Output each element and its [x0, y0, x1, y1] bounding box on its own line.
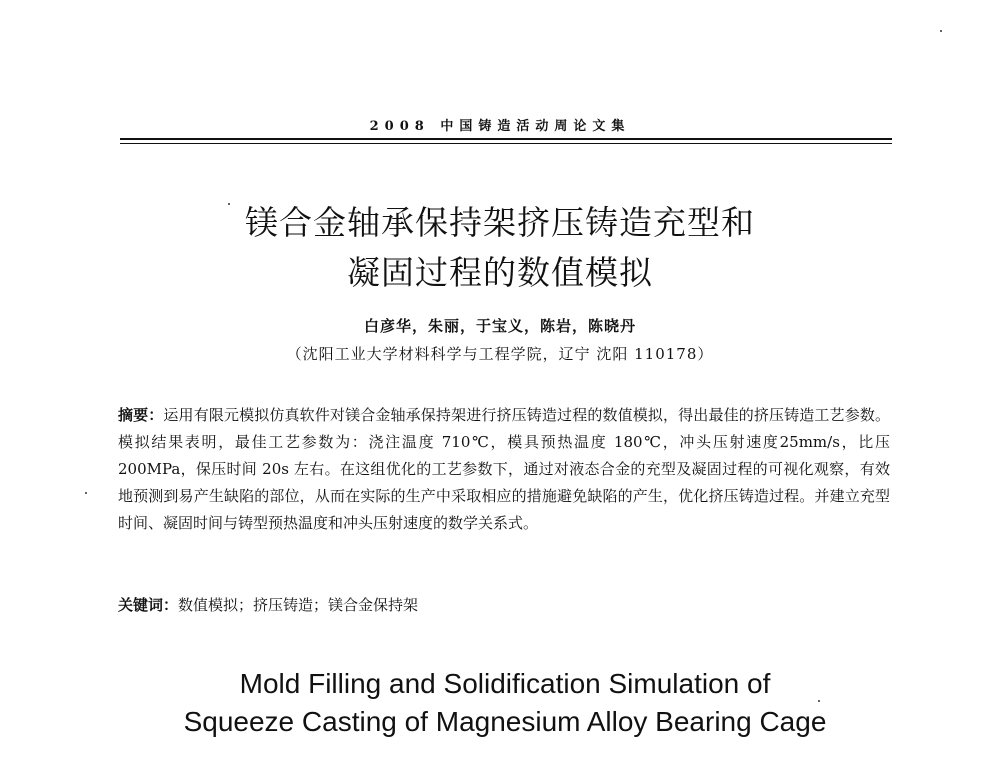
scan-speck: [940, 30, 942, 32]
chinese-title-line-2: 凝固过程的数值模拟: [347, 253, 653, 292]
header-rule: [120, 138, 892, 144]
chinese-title-line-1: 镁合金轴承保持架挤压铸造充型和: [245, 203, 755, 242]
abstract-text: 运用有限元模拟仿真软件对镁合金轴承保持架进行挤压铸造过程的数值模拟，得出最佳的挤压铸造工艺参数。模拟结果表明，最佳工艺参数为：浇注温度 710℃，模具预热温度 180℃，冲头压射速度25mm/s，比压 200MPa，保压时间 20s 左右。在这组优化的工艺参数下，通过对液态合金的充型及凝固过程的可视化观察，有效地预测到易产生缺陷的部位，从而在实际的生产中采取相应的措施避免缺陷的产生，优化挤压铸造过程。并建立充型时间、凝固时间与铸型预热温度和冲头压射速度的数学关系式。: [118, 406, 890, 532]
scan-speck: [85, 492, 87, 494]
abstract-label: 摘要：: [118, 406, 164, 424]
running-header: 2008 中国铸造活动周论文集: [369, 119, 631, 134]
abstract: [118, 402, 890, 537]
english-title-line-2: Squeeze Casting of Magnesium Alloy Bearing Cage: [183, 706, 827, 737]
keywords-label: 关键词：: [118, 596, 179, 614]
english-title-line-1: Mold Filling and Solidification Simulation of: [239, 668, 771, 699]
scan-speck: [818, 700, 820, 702]
english-title: [100, 665, 910, 741]
affiliation: （沈阳工业大学材料科学与工程学院，辽宁 沈阳 110178）: [286, 345, 714, 363]
authors: 白彦华，朱丽，于宝义，陈岩，陈晓丹: [363, 317, 636, 335]
keywords-text: 数值模拟；挤压铸造；镁合金保持架: [178, 596, 419, 614]
keywords: [118, 592, 890, 619]
chinese-title: [150, 198, 850, 298]
scan-speck: [228, 203, 230, 205]
